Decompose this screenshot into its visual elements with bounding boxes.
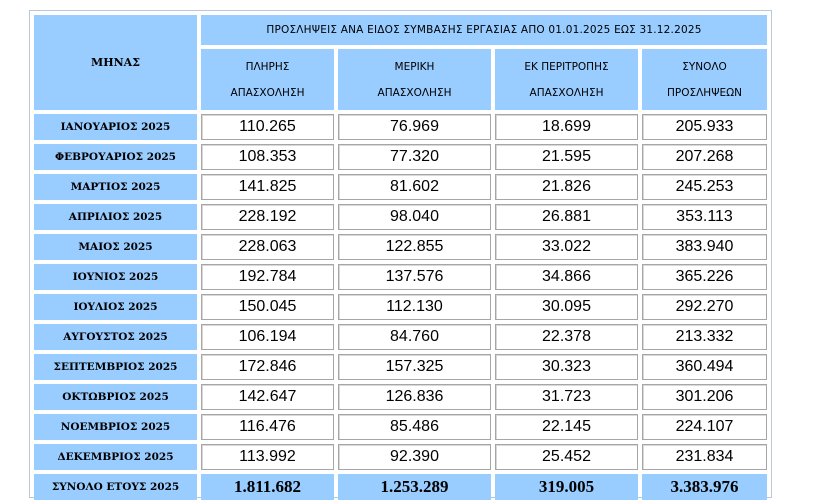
rotation-cell: 33.022 xyxy=(495,234,638,260)
col-header-part-time xyxy=(338,49,491,110)
rotation-cell: 21.826 xyxy=(495,174,638,200)
month-cell: ΑΠΡΙΛΙΟΣ 2025 xyxy=(34,204,197,230)
full-time-cell: 172.846 xyxy=(201,354,334,380)
col-header-rotation-line2: ΑΠΑΣΧΟΛΗΣΗ xyxy=(529,86,604,99)
full-time-cell: 141.825 xyxy=(201,174,334,200)
full-time-cell: 150.045 xyxy=(201,294,334,320)
rotation-cell: 22.145 xyxy=(495,414,638,440)
total-cell: 353.113 xyxy=(642,204,767,230)
month-cell: ΜΑΡΤΙΟΣ 2025 xyxy=(34,174,197,200)
col-header-total xyxy=(642,49,767,110)
part-time-cell: 98.040 xyxy=(338,204,491,230)
totals-full-time: 1.811.682 xyxy=(201,474,334,500)
total-cell: 245.253 xyxy=(642,174,767,200)
totals-row xyxy=(34,474,767,500)
total-cell: 213.332 xyxy=(642,324,767,350)
month-cell: ΝΟΕΜΒΡΙΟΣ 2025 xyxy=(34,414,197,440)
totals-total: 3.383.976 xyxy=(642,474,767,500)
part-time-cell: 76.969 xyxy=(338,114,491,140)
total-cell: 292.270 xyxy=(642,294,767,320)
part-time-cell: 81.602 xyxy=(338,174,491,200)
col-header-full-time xyxy=(201,49,334,110)
table-row xyxy=(34,114,767,140)
table-row xyxy=(34,384,767,410)
table-row xyxy=(34,444,767,470)
totals-part-time: 1.253.289 xyxy=(338,474,491,500)
rotation-cell: 22.378 xyxy=(495,324,638,350)
month-cell: ΔΕΚΕΜΒΡΙΟΣ 2025 xyxy=(34,444,197,470)
total-cell: 360.494 xyxy=(642,354,767,380)
part-time-cell: 126.836 xyxy=(338,384,491,410)
full-time-cell: 228.192 xyxy=(201,204,334,230)
full-time-cell: 228.063 xyxy=(201,234,334,260)
col-header-part-time-line1: ΜΕΡΙΚΗ xyxy=(394,60,435,73)
rotation-cell: 34.866 xyxy=(495,264,638,290)
month-header: ΜΗΝΑΣ xyxy=(34,15,197,110)
rotation-cell: 26.881 xyxy=(495,204,638,230)
month-cell: ΜΑΙΟΣ 2025 xyxy=(34,234,197,260)
part-time-cell: 137.576 xyxy=(338,264,491,290)
part-time-cell: 85.486 xyxy=(338,414,491,440)
rotation-cell: 21.595 xyxy=(495,144,638,170)
full-time-cell: 106.194 xyxy=(201,324,334,350)
total-cell: 301.206 xyxy=(642,384,767,410)
month-cell: ΣΕΠΤΕΜΒΡΙΟΣ 2025 xyxy=(34,354,197,380)
table-row xyxy=(34,324,767,350)
rotation-cell: 31.723 xyxy=(495,384,638,410)
part-time-cell: 92.390 xyxy=(338,444,491,470)
hiring-table-container xyxy=(29,10,772,498)
part-time-cell: 122.855 xyxy=(338,234,491,260)
total-cell: 383.940 xyxy=(642,234,767,260)
month-cell: ΙΟΥΝΙΟΣ 2025 xyxy=(34,264,197,290)
col-header-total-line1: ΣΥΝΟΛΟ xyxy=(682,60,727,73)
full-time-cell: 110.265 xyxy=(201,114,334,140)
table-title: ΠΡΟΣΛΗΨΕΙΣ ΑΝΑ ΕΙΔΟΣ ΣΥΜΒΑΣΗΣ ΕΡΓΑΣΙΑΣ ΑΠΟ 01.01.2025 ΕΩΣ 31.12.2025 xyxy=(201,15,767,45)
rotation-cell: 30.323 xyxy=(495,354,638,380)
part-time-cell: 84.760 xyxy=(338,324,491,350)
total-cell: 224.107 xyxy=(642,414,767,440)
month-cell: ΑΥΓΟΥΣΤΟΣ 2025 xyxy=(34,324,197,350)
part-time-cell: 112.130 xyxy=(338,294,491,320)
full-time-cell: 113.992 xyxy=(201,444,334,470)
col-header-rotation xyxy=(495,49,638,110)
col-header-full-time-line2: ΑΠΑΣΧΟΛΗΣΗ xyxy=(230,86,305,99)
month-cell: ΙΟΥΛΙΟΣ 2025 xyxy=(34,294,197,320)
month-cell: ΟΚΤΩΒΡΙΟΣ 2025 xyxy=(34,384,197,410)
rotation-cell: 30.095 xyxy=(495,294,638,320)
col-header-part-time-line2: ΑΠΑΣΧΟΛΗΣΗ xyxy=(377,86,452,99)
table-row xyxy=(34,354,767,380)
totals-rotation: 319.005 xyxy=(495,474,638,500)
col-header-total-line2: ΠΡΟΣΛΗΨΕΩΝ xyxy=(667,86,742,99)
table-row xyxy=(34,204,767,230)
table-row xyxy=(34,294,767,320)
totals-label: ΣΥΝΟΛΟ ΕΤΟΥΣ 2025 xyxy=(34,474,197,500)
total-cell: 365.226 xyxy=(642,264,767,290)
full-time-cell: 142.647 xyxy=(201,384,334,410)
rotation-cell: 18.699 xyxy=(495,114,638,140)
part-time-cell: 77.320 xyxy=(338,144,491,170)
table-row xyxy=(34,414,767,440)
table-row xyxy=(34,174,767,200)
full-time-cell: 108.353 xyxy=(201,144,334,170)
rotation-cell: 25.452 xyxy=(495,444,638,470)
table-row xyxy=(34,264,767,290)
month-rows xyxy=(34,114,767,470)
col-header-full-time-line1: ΠΛΗΡΗΣ xyxy=(245,60,290,73)
total-cell: 231.834 xyxy=(642,444,767,470)
table-row xyxy=(34,144,767,170)
table-row xyxy=(34,234,767,260)
col-header-rotation-line1: ΕΚ ΠΕΡΙΤΡΟΠΗΣ xyxy=(524,60,609,73)
month-cell: ΙΑΝΟΥΑΡΙΟΣ 2025 xyxy=(34,114,197,140)
month-cell: ΦΕΒΡΟΥΑΡΙΟΣ 2025 xyxy=(34,144,197,170)
hiring-table xyxy=(30,11,771,504)
total-cell: 207.268 xyxy=(642,144,767,170)
full-time-cell: 192.784 xyxy=(201,264,334,290)
part-time-cell: 157.325 xyxy=(338,354,491,380)
full-time-cell: 116.476 xyxy=(201,414,334,440)
total-cell: 205.933 xyxy=(642,114,767,140)
